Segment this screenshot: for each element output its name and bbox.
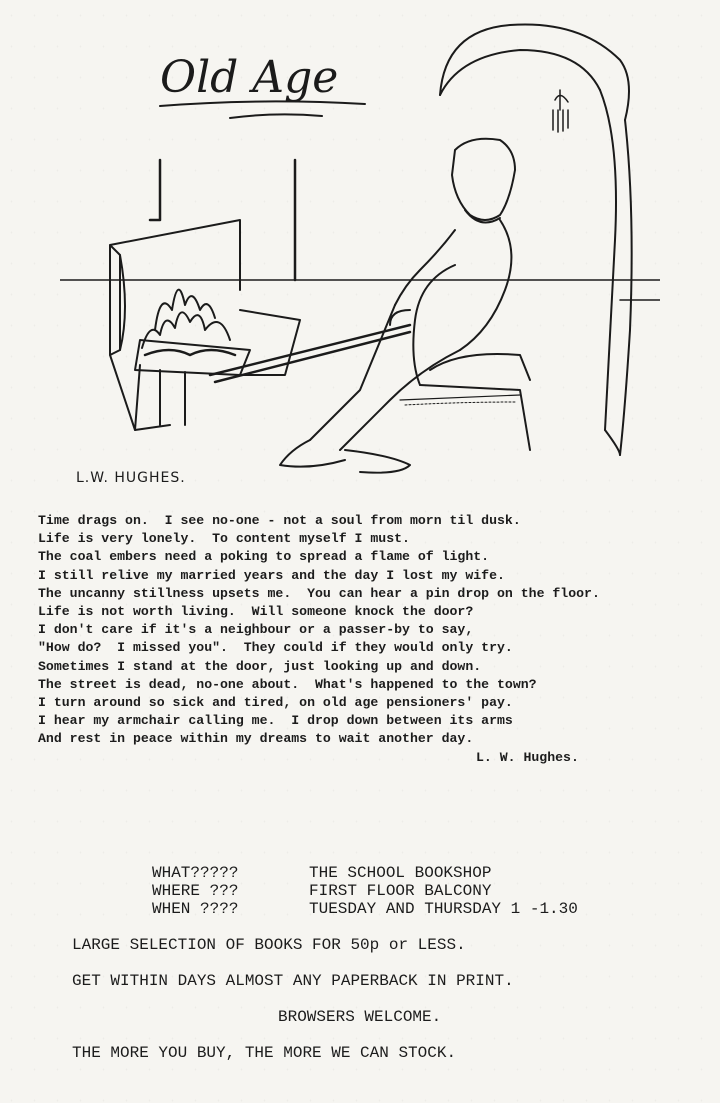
info-key: WHEN ????: [152, 900, 239, 918]
browsers-line: BROWSERS WELCOME.: [278, 1008, 442, 1026]
poem-author: L. W. Hughes.: [476, 750, 579, 765]
illustration-title: Old Age: [160, 52, 339, 103]
poem-line: "How do? I missed you". They could if they would only try.: [38, 640, 513, 656]
poem-line: Life is not worth living. Will someone knock the door?: [38, 604, 474, 620]
info-value: THE SCHOOL BOOKSHOP: [309, 864, 492, 882]
poem-line: And rest in peace within my dreams to wait another day.: [38, 731, 474, 747]
poem: [38, 512, 678, 749]
info-key: WHAT?????: [152, 864, 239, 882]
poem-line: I hear my armchair calling me. I drop down between its arms: [38, 713, 513, 729]
info-value: FIRST FLOOR BALCONY: [309, 882, 492, 900]
poem-line: The uncanny stillness upsets me. You can hear a pin drop on the floor.: [38, 585, 600, 601]
poem-line: The street is dead, no-one about. What's happened to the town?: [38, 676, 537, 692]
armchair: [400, 24, 632, 455]
poem-line: The coal embers need a poking to spread a flame of light.: [38, 549, 490, 565]
poem-line: I still relive my married years and the day I lost my wife.: [38, 567, 505, 583]
fireplace: [110, 160, 300, 430]
poem-line: I turn around so sick and tired, on old age pensioners' pay.: [38, 695, 513, 711]
poem-line: I don't care if it's a neighbour or a passer-by to say,: [38, 622, 474, 638]
info-row-when: [152, 900, 578, 918]
poem-line: Time drags on. I see no-one - not a soul from morn til dusk.: [38, 513, 521, 528]
info-row-where: [152, 882, 491, 900]
old-age-illustration: [60, 10, 660, 495]
artist-signature: L.W. HUGHES.: [76, 470, 186, 486]
poem-line: Life is very lonely. To content myself I must.: [38, 531, 410, 547]
seated-man: [280, 139, 515, 473]
info-value: TUESDAY AND THURSDAY 1 -1.30: [309, 900, 578, 918]
info-key: WHERE ???: [152, 882, 239, 900]
info-row-what: [152, 864, 491, 882]
stock-line: THE MORE YOU BUY, THE MORE WE CAN STOCK.: [72, 1044, 457, 1062]
selection-line: LARGE SELECTION OF BOOKS FOR 50p or LESS.: [72, 936, 466, 954]
paperback-line: GET WITHIN DAYS ALMOST ANY PAPERBACK IN PRINT.: [72, 972, 514, 990]
poem-line: Sometimes I stand at the door, just looking up and down.: [38, 658, 482, 674]
